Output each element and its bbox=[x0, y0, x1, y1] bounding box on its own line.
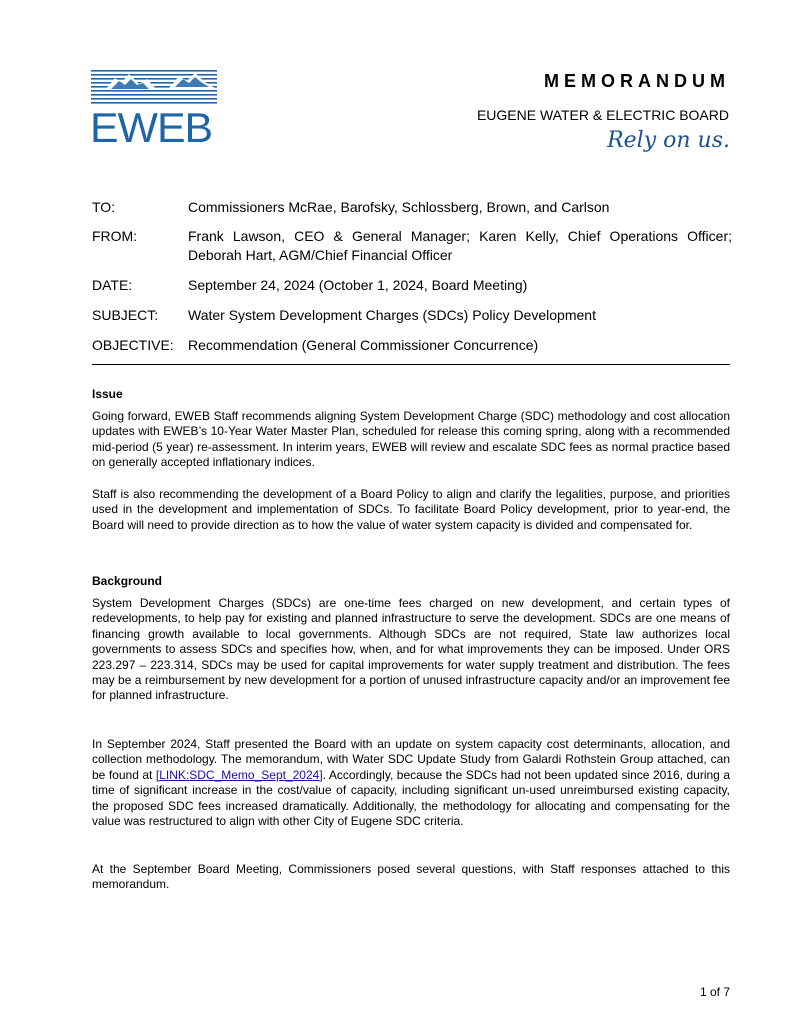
organization-name: EUGENE WATER & ELECTRIC BOARD bbox=[476, 107, 729, 123]
background-heading: Background bbox=[92, 574, 163, 588]
sdc-memo-link[interactable]: [LINK:SDC_Memo_Sept_2024] bbox=[155, 767, 323, 782]
to-label: TO: bbox=[92, 199, 116, 215]
header-divider bbox=[92, 364, 730, 365]
to-field bbox=[92, 198, 732, 217]
from-field bbox=[92, 227, 732, 265]
background-paragraph-2-text-a: In September 2024, Staff presented the Board with an update on system capacity cost determinants, allocation, and collection methodology. The memorandum, with Water SDC Update Study from Galardi Rothstein Group attached, can be found at bbox=[92, 737, 730, 782]
logo-wordmark: EWEB bbox=[90, 104, 213, 151]
date-value: September 24, 2024 (October 1, 2024, Board Meeting) bbox=[188, 277, 528, 293]
background-paragraph-2 bbox=[92, 737, 730, 829]
page-number: 1 of 7 bbox=[699, 985, 730, 999]
date-label: DATE: bbox=[92, 277, 133, 293]
from-value: Frank Lawson, CEO & General Manager; Karen Kelly, Chief Operations Officer; Deborah Hart, AGM/Chief Financial Officer bbox=[188, 228, 732, 263]
from-label: FROM: bbox=[92, 228, 138, 244]
subject-value: Water System Development Charges (SDCs) Policy Development bbox=[188, 307, 596, 323]
background-paragraph-3: At the September Board Meeting, Commissioners posed several questions, with Staff responses attached to this memorandum. bbox=[92, 862, 730, 892]
tagline: Rely on us. bbox=[607, 128, 730, 153]
objective-label: OBJECTIVE: bbox=[92, 337, 174, 353]
objective-value: Recommendation (General Commissioner Concurrence) bbox=[188, 337, 539, 353]
issue-heading: Issue bbox=[92, 387, 123, 401]
date-field bbox=[92, 276, 732, 295]
issue-paragraph-1: Going forward, EWEB Staff recommends aligning System Development Charge (SDC) methodology and cost allocation updates with EWEB’s 10-Year Water Master Plan, scheduled for release this coming spring, along with a recommended mid-period (5 year) re-assessment. In interim years, EWEB will review and escalate SDC fees as normal practice based on generally accepted inflationary indices. bbox=[92, 409, 730, 470]
memo-title: MEMORANDUM bbox=[544, 71, 730, 91]
issue-paragraph-2: Staff is also recommending the development of a Board Policy to align and clarify the legalities, purpose, and priorities used in the development and implementation of SDCs. To facilitate Board Policy development, prior to year-end, the Board will need to provide direction as to how the value of water system capacity is divided and compensated for. bbox=[92, 487, 730, 532]
subject-label: SUBJECT: bbox=[92, 307, 159, 323]
background-paragraph-1: System Development Charges (SDCs) are one-time fees charged on new development, and certain types of redevelopments, to help pay for existing and planned infrastructure to serve the development. SDCs are one means of financing growth available to local governments. Although SDCs are not required, State law authorizes local governments to assess SDCs and specifies how, when, and for what improvements they can be imposed. Under ORS 223.297 – 223.314, SDCs may be used for capital improvements for water supply treatment and distribution. The fees may be a reimbursement by new development for a portion of unused infrastructure capacity and/or an improvement fee for planned infrastructure. bbox=[92, 596, 730, 703]
objective-field bbox=[92, 336, 732, 355]
subject-field bbox=[92, 306, 732, 325]
background-paragraph-2-text-b: . Accordingly, because the SDCs had not been updated since 2016, during a time of significant increase in the cost/value of capacity, including significant un-used unreimbursed existing capacity, the proposed SDC fees increased dramatically. Additionally, the methodology for allocating and compensating for the value was restructured to align with other City of Eugene SDC criteria. bbox=[92, 767, 731, 829]
to-value: Commissioners McRae, Barofsky, Schlossberg, Brown, and Carlson bbox=[188, 199, 610, 215]
